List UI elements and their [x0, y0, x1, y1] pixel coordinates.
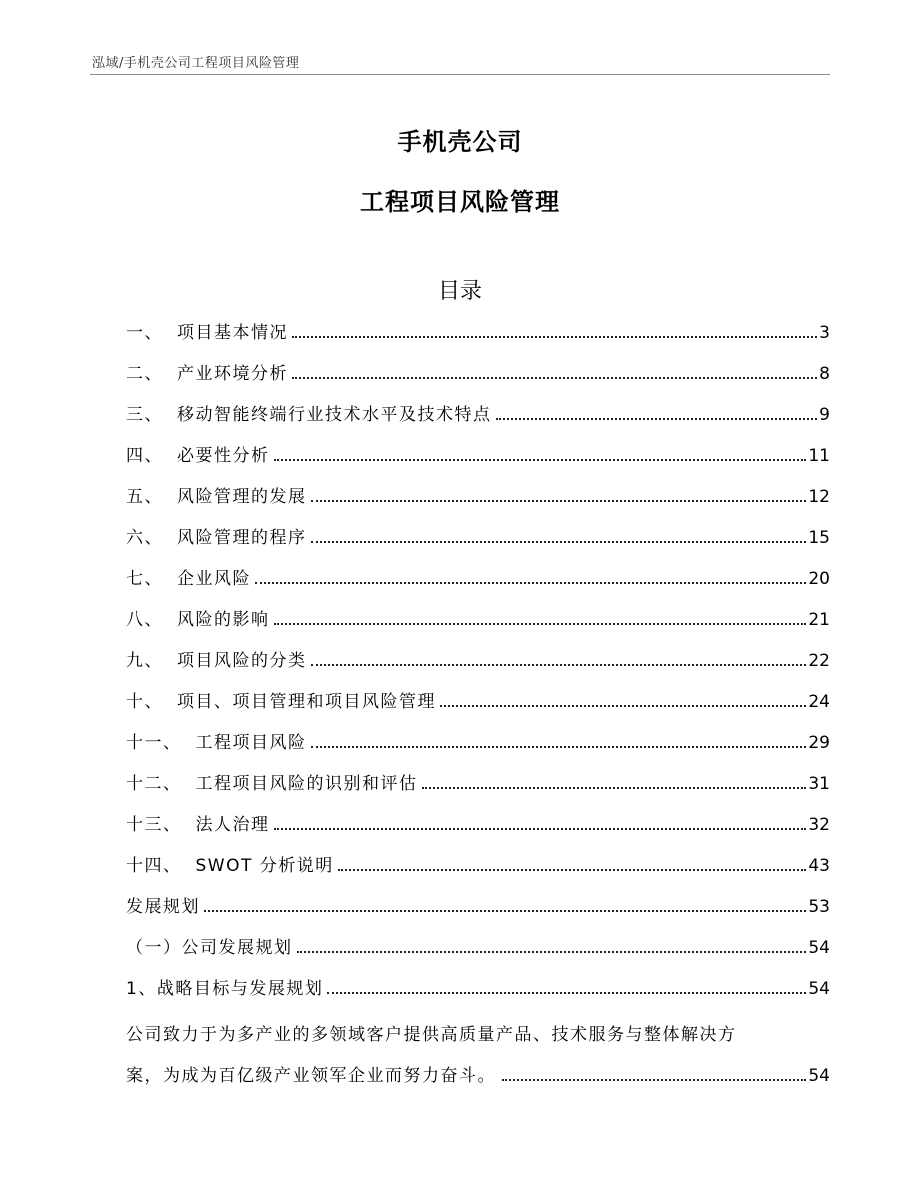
toc-entry-number: 十四、 — [126, 856, 182, 876]
toc-leader-dots — [338, 868, 807, 871]
toc-page-number: 11 — [808, 446, 830, 466]
toc-entry-number: 八、 — [126, 610, 163, 630]
toc-entry-title: 项目基本情况 — [177, 323, 288, 343]
toc-leader-dots — [292, 335, 817, 338]
toc-entry[interactable] — [126, 769, 830, 810]
toc-entry-label — [126, 769, 418, 794]
toc-entry-label — [126, 646, 307, 671]
toc-entry-title: 风险的影响 — [177, 610, 270, 630]
toc-entry-label — [126, 728, 307, 753]
toc-entry-label — [126, 482, 307, 507]
toc-entry[interactable] — [126, 851, 830, 892]
toc-entry-number: 十三、 — [126, 815, 182, 835]
toc-page-number: 43 — [808, 856, 830, 876]
toc-entry-title: 必要性分析 — [177, 446, 270, 466]
toc-entry-title: 项目、项目管理和项目风险管理 — [177, 692, 436, 712]
toc-leader-dots — [311, 745, 807, 748]
toc-entry[interactable] — [126, 564, 830, 605]
toc-entry-number: 十一、 — [126, 733, 182, 753]
toc-leader-dots — [292, 376, 817, 379]
toc-page-number: 20 — [808, 569, 830, 589]
toc-entry-number: 六、 — [126, 528, 163, 548]
toc-entry[interactable] — [126, 605, 830, 646]
toc-entry[interactable] — [126, 892, 830, 933]
toc-entry-label — [126, 605, 270, 630]
toc-page-number: 3 — [819, 323, 830, 343]
toc-leader-dots — [311, 663, 807, 666]
toc-entry-number: 七、 — [126, 569, 163, 589]
toc-entry-label — [126, 400, 492, 425]
toc-page-number: 8 — [819, 364, 830, 384]
toc-leader-dots — [311, 499, 807, 502]
toc-entry[interactable] — [126, 482, 830, 523]
toc-entry-title: 企业风险 — [177, 569, 251, 589]
toc-paragraph-line2-row — [126, 1056, 830, 1097]
toc-entry[interactable] — [126, 318, 830, 359]
toc-entry-title: 移动智能终端行业技术水平及技术特点 — [177, 405, 492, 425]
toc-entry[interactable] — [126, 810, 830, 851]
toc-leader-dots — [496, 417, 818, 420]
toc-entry-title: 项目风险的分类 — [177, 651, 307, 671]
toc-entry-number: 三、 — [126, 405, 163, 425]
toc-entry-title: 风险管理的发展 — [177, 487, 307, 507]
toc-entry-label — [126, 318, 288, 343]
toc-entry[interactable] — [126, 687, 830, 728]
toc-page-number: 12 — [808, 487, 830, 507]
toc-paragraph-entry[interactable] — [126, 1015, 830, 1097]
toc-entry[interactable] — [126, 359, 830, 400]
toc-entry-label — [126, 441, 270, 466]
toc-entry[interactable] — [126, 441, 830, 482]
toc-entry-label — [126, 359, 288, 384]
toc-leader-dots — [502, 1078, 806, 1081]
toc-leader-dots — [255, 581, 806, 584]
toc-leader-dots — [440, 704, 806, 707]
toc-entry-label — [126, 810, 270, 835]
toc-entry-number: 二、 — [126, 364, 163, 384]
toc-entry-title: 法人治理 — [195, 815, 270, 835]
toc-entry-title: （一）公司发展规划 — [126, 938, 293, 958]
toc-entry-title: 风险管理的程序 — [177, 528, 307, 548]
toc-entry-label — [126, 933, 293, 958]
toc-page-number: 54 — [808, 938, 830, 958]
toc-entry-number: 九、 — [126, 651, 163, 671]
toc-page-number: 31 — [808, 774, 830, 794]
toc-page-number: 21 — [808, 610, 830, 630]
toc-page-number: 54 — [808, 1066, 830, 1086]
toc-leader-dots — [204, 909, 806, 912]
toc-entry-title: SWOT 分析说明 — [195, 856, 334, 876]
toc-entry-label — [126, 523, 307, 548]
toc-entry-title: 发展规划 — [126, 897, 200, 917]
toc-heading: 目录 — [437, 279, 482, 304]
toc-entry-number: 十二、 — [126, 774, 182, 794]
toc-entry-number: 五、 — [126, 487, 163, 507]
document-title-line1: 手机壳公司 — [397, 128, 523, 156]
toc-entry[interactable] — [126, 974, 830, 1015]
toc-entry-label — [126, 687, 436, 712]
toc-list — [126, 318, 830, 1015]
toc-entry[interactable] — [126, 400, 830, 441]
toc-entry-title: 产业环境分析 — [177, 364, 288, 384]
toc-entry[interactable] — [126, 728, 830, 769]
toc-leader-dots — [311, 540, 807, 543]
toc-paragraph-line1: 公司致力于为多产业的多领域客户提供高质量产品、技术服务与整体解决方 — [126, 1025, 737, 1045]
toc-leader-dots — [274, 622, 807, 625]
toc-leader-dots — [422, 786, 807, 789]
toc-entry-number: 一、 — [126, 323, 163, 343]
toc-leader-dots — [297, 950, 807, 953]
running-header: 泓域/手机壳公司工程项目风险管理 — [92, 56, 300, 71]
toc-leader-dots — [274, 458, 807, 461]
toc-entry[interactable] — [126, 933, 830, 974]
toc-entry[interactable] — [126, 646, 830, 687]
toc-entry-label — [126, 892, 200, 917]
toc-entry-title: 工程项目风险的识别和评估 — [195, 774, 418, 794]
toc-page-number: 53 — [808, 897, 830, 917]
toc-page-number: 24 — [808, 692, 830, 712]
toc-entry[interactable] — [126, 523, 830, 564]
toc-entry-number: 四、 — [126, 446, 163, 466]
header-rule — [90, 74, 830, 75]
toc-entry-number: 十、 — [126, 692, 163, 712]
toc-paragraph-line2: 案，为成为百亿级产业领军企业而努力奋斗。 — [126, 1066, 496, 1086]
toc-page-number: 54 — [808, 979, 830, 999]
toc-leader-dots — [327, 991, 806, 994]
toc-page-number: 32 — [808, 815, 830, 835]
toc-page-number: 9 — [819, 405, 830, 425]
toc-entry-label — [126, 564, 251, 589]
table-of-contents — [126, 318, 830, 1097]
toc-leader-dots — [274, 827, 807, 830]
toc-entry-title: 工程项目风险 — [195, 733, 307, 753]
document-title-line2: 工程项目风险管理 — [360, 188, 560, 216]
toc-entry-label — [126, 974, 323, 999]
toc-entry-label — [126, 851, 334, 876]
toc-entry-title: 1、战略目标与发展规划 — [126, 979, 324, 999]
toc-page-number: 22 — [808, 651, 830, 671]
toc-page-number: 29 — [808, 733, 830, 753]
toc-page-number: 15 — [808, 528, 830, 548]
